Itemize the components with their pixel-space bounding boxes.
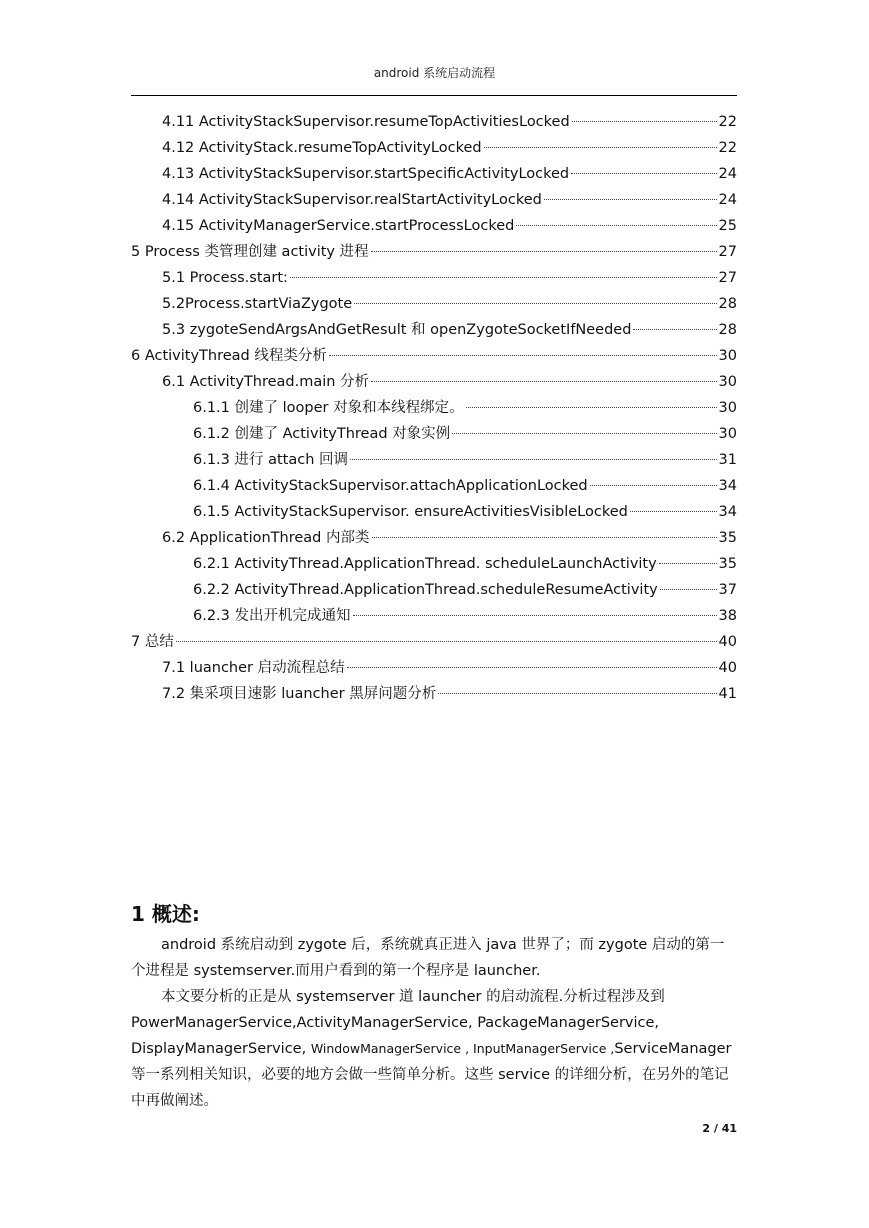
toc-entry-page: 22 <box>718 140 737 156</box>
toc-entry-page: 34 <box>718 504 737 520</box>
toc-entry-page: 40 <box>718 634 737 650</box>
toc-leader-dots <box>350 439 717 460</box>
toc-leader-dots <box>630 491 717 512</box>
toc-leader-dots <box>371 361 717 382</box>
page-number: 2 / 41 <box>702 1122 737 1135</box>
toc-leader-dots <box>353 595 717 616</box>
toc-entry-title: 7 总结 <box>131 634 174 650</box>
toc-leader-dots <box>516 205 716 226</box>
toc-leader-dots <box>290 257 717 278</box>
toc-entry-page: 28 <box>718 322 737 338</box>
paragraph: android 系统启动到 zygote 后，系统就真正进入 java 世界了；而 zygote 启动的第一个进程是 systemserver.而用户看到的第一个程序是 launcher. <box>131 937 725 979</box>
toc-leader-dots <box>590 465 717 486</box>
toc-leader-dots <box>572 101 717 122</box>
toc-entry-page: 27 <box>718 270 737 286</box>
toc-entry-title: 5.1 Process.start: <box>162 270 288 286</box>
toc-entry[interactable] <box>162 677 737 703</box>
toc-entry-title: 5.2Process.startViaZygote <box>162 296 353 312</box>
toc-entry[interactable] <box>193 547 737 573</box>
paragraph-text: 本文要分析的正是从 systemserver 道 launcher 的启动流程.分析过程涉及到 PowerManagerService,ActivityManagerService, PackageManagerService, DisplayManagerService, <box>131 989 665 1057</box>
toc-entry-title: 6.2 ApplicationThread 内部类 <box>162 530 370 546</box>
toc-entry-page: 22 <box>718 114 737 130</box>
paragraph <box>131 984 737 1114</box>
toc-leader-dots <box>176 621 717 642</box>
toc-entry-page: 24 <box>718 192 737 208</box>
toc-entry-title: 5 Process 类管理创建 activity 进程 <box>131 244 369 260</box>
header-divider <box>131 95 737 96</box>
toc-entry-title: 6.1 ActivityThread.main 分析 <box>162 374 370 390</box>
toc-entry-title: 4.11 ActivityStackSupervisor.resumeTopActivitiesLocked <box>162 114 570 130</box>
toc-leader-dots <box>633 309 716 330</box>
toc-entry-title: 6.1.4 ActivityStackSupervisor.attachApplicationLocked <box>193 478 588 494</box>
toc-leader-dots <box>438 673 716 694</box>
toc-entry-page: 25 <box>718 218 737 234</box>
toc-entry-title: 5.3 zygoteSendArgsAndGetResult 和 openZygoteSocketIfNeeded <box>162 322 632 338</box>
toc-leader-dots <box>484 127 717 148</box>
toc-leader-dots <box>660 569 717 590</box>
toc-entry-page: 34 <box>718 478 737 494</box>
toc-entry-page: 35 <box>718 530 737 546</box>
toc-entry-page: 31 <box>718 452 737 468</box>
toc-leader-dots <box>571 153 716 174</box>
toc-leader-dots <box>372 517 717 538</box>
toc-entry-page: 30 <box>718 426 737 442</box>
toc-leader-dots <box>371 231 717 252</box>
toc-entry-page: 28 <box>718 296 737 312</box>
toc-entry-title: 7.1 luancher 启动流程总结 <box>162 660 345 676</box>
toc-leader-dots <box>354 283 716 304</box>
toc-entry-title: 6.2.1 ActivityThread.ApplicationThread. scheduleLaunchActivity <box>193 556 657 572</box>
toc-entry-page: 35 <box>718 556 737 572</box>
toc-entry-page: 24 <box>718 166 737 182</box>
toc-entry-title: 6.1.5 ActivityStackSupervisor. ensureActivitiesVisibleLocked <box>193 504 628 520</box>
toc-entry-page: 40 <box>718 660 737 676</box>
toc-entry-title: 6.2.2 ActivityThread.ApplicationThread.scheduleResumeActivity <box>193 582 658 598</box>
toc-entry-title: 7.2 集采项目速影 luancher 黑屏问题分析 <box>162 686 437 702</box>
toc-leader-dots <box>544 179 717 200</box>
toc-entry-page: 30 <box>718 400 737 416</box>
toc-entry-page: 38 <box>718 608 737 624</box>
toc-entry-page: 37 <box>718 582 737 598</box>
toc-entry-title: 6.1.2 创建了 ActivityThread 对象实例 <box>193 426 451 442</box>
toc-leader-dots <box>659 543 717 564</box>
paragraph-text-small: WindowManagerService , InputManagerService , <box>310 1041 615 1056</box>
toc-leader-dots <box>329 335 717 356</box>
toc-entry-title: 4.15 ActivityManagerService.startProcessLocked <box>162 218 515 234</box>
toc-entry-title: 4.14 ActivityStackSupervisor.realStartActivityLocked <box>162 192 542 208</box>
toc-entry-title: 4.12 ActivityStack.resumeTopActivityLocked <box>162 140 482 156</box>
toc-leader-dots <box>466 387 717 408</box>
section-heading: 1 概述: <box>131 902 200 926</box>
paragraph-text: ServiceManager 等一系列相关知识，必要的地方会做一些简单分析。这些 service 的详细分析，在另外的笔记中再做阐述。 <box>131 1041 732 1109</box>
toc-entry-title: 6.2.3 发出开机完成通知 <box>193 608 351 624</box>
page-header: android 系统启动流程 <box>373 66 496 80</box>
toc-entry-title: 4.13 ActivityStackSupervisor.startSpecificActivityLocked <box>162 166 570 182</box>
toc-entry-page: 27 <box>718 244 737 260</box>
toc-leader-dots <box>347 647 717 668</box>
toc-entry-title: 6.1.1 创建了 looper 对象和本线程绑定。 <box>193 400 464 416</box>
toc-entry-page: 30 <box>718 374 737 390</box>
toc-entry[interactable] <box>162 521 737 547</box>
toc-leader-dots <box>452 413 716 434</box>
toc-entry-page: 30 <box>718 348 737 364</box>
toc-entry-page: 41 <box>718 686 737 702</box>
toc-entry-title: 6.1.3 进行 attach 回调 <box>193 452 349 468</box>
toc-entry-title: 6 ActivityThread 线程类分析 <box>131 348 327 364</box>
